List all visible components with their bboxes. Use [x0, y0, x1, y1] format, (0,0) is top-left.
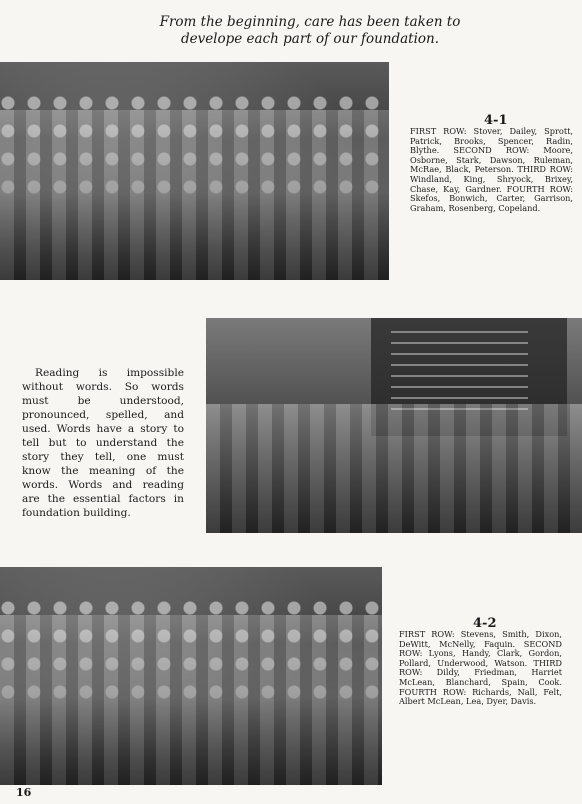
- class-4-2-photo: [0, 567, 382, 785]
- page-title: From the beginning, care has been taken to develope each part of our foundation.: [159, 14, 461, 47]
- class-4-2-caption: FIRST ROW: Stevens, Smith, Dixon, DeWitt, McNelly, Faquin. SECOND ROW: Lyons, Handy, Clark, Gordon, Pollard, Underwood, Watson. THIRD ROW: Dildy, Friedman, Harriet McLean, Blanchard, Spain, Cook. FOURTH ROW: Richards, Nall, Felt, Albert McLean, Lea, Dyer, Davis.: [399, 629, 562, 707]
- class-4-1-number: 4-1: [484, 113, 508, 128]
- class-4-2-number: 4-2: [473, 616, 497, 631]
- class-4-1-caption: FIRST ROW: Stover, Dailey, Sprott, Patrick, Brooks, Spencer, Radin, Blythe. SECOND ROW: Moore, Osborne, Stark, Dawson, Ruleman, McRae, Black, Peterson. THIRD ROW: Windland, King, Shryock, Brixey, Chase, Kay, Gardner. FOURTH ROW: Skefos, Bonwich, Carter, Garrison, Graham, Rosenberg, Copeland.: [410, 126, 573, 213]
- reading-classroom-photo: [206, 318, 582, 533]
- page-number: 16: [16, 786, 32, 799]
- class-4-1-photo: [0, 62, 389, 280]
- reading-paragraph: Reading is impossible without words. So words must be understood, pronounced, spelled, and used. Words have a story to tell but to understand the story they tell, one must know the meaning of the words. Words and reading are the essential factors in foundation building.: [22, 367, 184, 519]
